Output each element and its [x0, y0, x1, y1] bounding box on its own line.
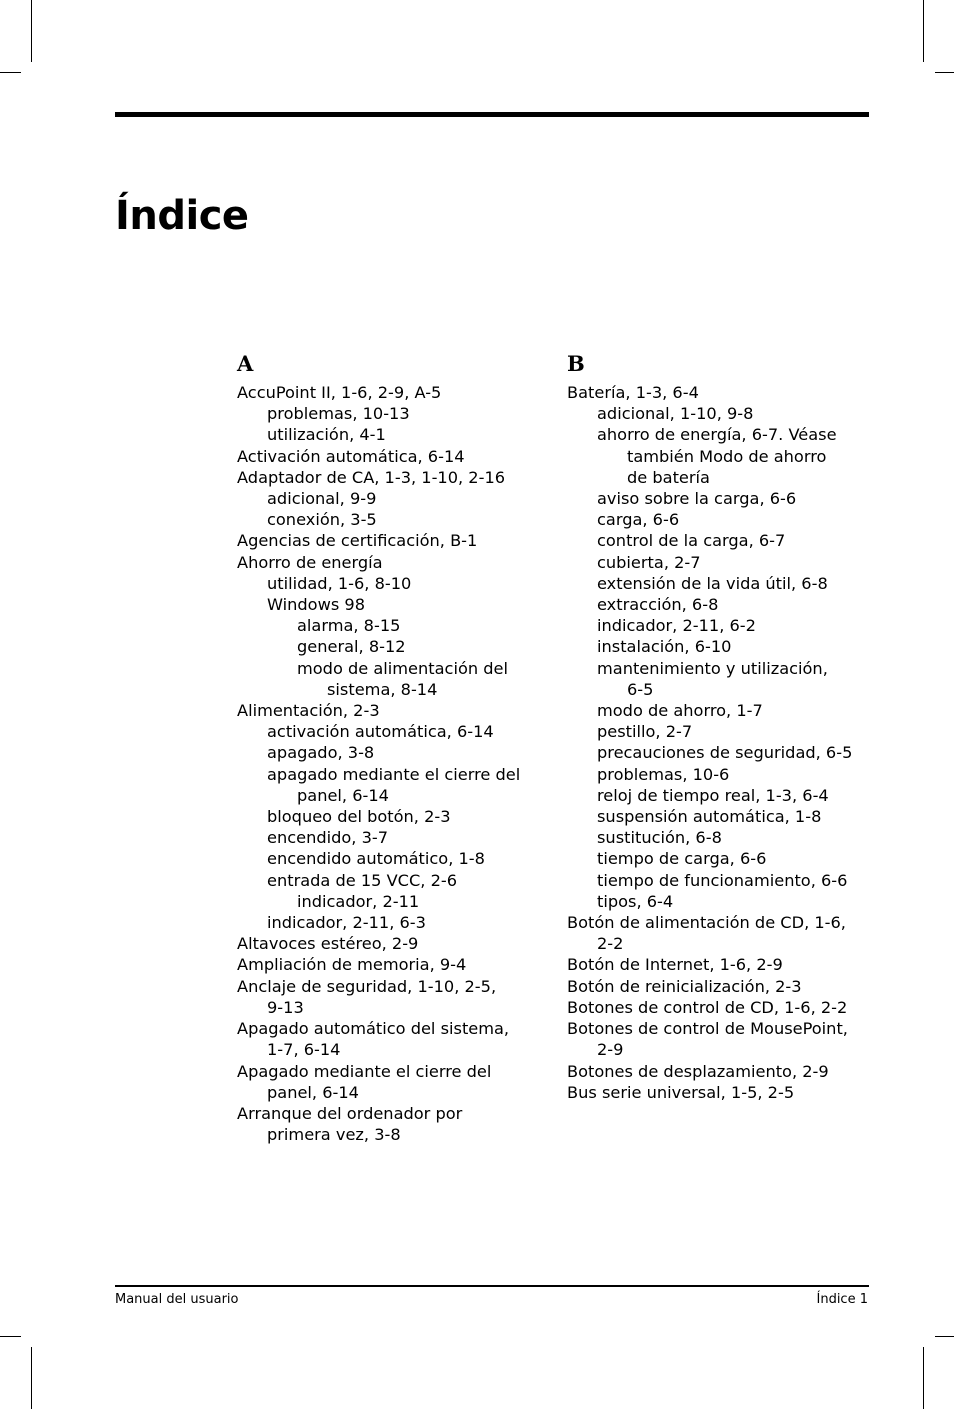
index-entry-line: 1-7, 6-14	[267, 1040, 341, 1060]
index-entry: tipos, 6-4	[597, 891, 674, 911]
crop-mark	[935, 72, 954, 73]
index-entry-line: Botones de control de MousePoint,	[567, 1019, 848, 1039]
index-entry	[237, 1103, 552, 1145]
index-entry	[237, 1018, 552, 1060]
index-entry: control de la carga, 6-7	[597, 531, 786, 551]
index-entry: reloj de tiempo real, 1-3, 6-4	[597, 785, 829, 805]
index-entry: sustitución, 6-8	[597, 828, 722, 848]
index-entry-line: 9-13	[267, 997, 304, 1017]
index-entry-line: primera vez, 3-8	[267, 1125, 401, 1145]
index-entry: alarma, 8-15	[297, 616, 401, 636]
index-entry-line: entrada de 15 VCC, 2-6	[267, 870, 458, 890]
index-entry: adicional, 1-10, 9-8	[597, 404, 754, 424]
index-column-b	[567, 348, 882, 1103]
index-entry-line: Arranque del ordenador por	[237, 1103, 463, 1123]
crop-mark	[0, 72, 21, 73]
index-entry: Windows 98	[267, 595, 366, 615]
index-entries	[237, 382, 552, 1145]
index-entry: activación automática, 6-14	[267, 722, 494, 742]
index-entry-line: apagado mediante el cierre del	[267, 764, 521, 784]
index-entry-line: Apagado automático del sistema,	[237, 1019, 510, 1039]
index-entry: Botón de Internet, 1-6, 2-9	[567, 955, 783, 975]
section-letter: A	[237, 351, 254, 376]
index-entry: suspensión automática, 1-8	[597, 807, 822, 827]
index-entry-line: panel, 6-14	[267, 1082, 359, 1102]
footer-rule	[115, 1285, 869, 1287]
index-entry	[567, 424, 882, 488]
index-entry: Batería, 1-3, 6-4	[567, 383, 699, 402]
index-entry-line: Botón de alimentación de CD, 1-6,	[567, 913, 846, 933]
index-entries	[567, 382, 882, 1103]
index-entry	[237, 1061, 552, 1103]
index-entry: Adaptador de CA, 1-3, 1-10, 2-16	[237, 467, 506, 487]
crop-mark	[923, 1347, 924, 1409]
index-entry: Botones de desplazamiento, 2-9	[567, 1061, 829, 1081]
index-entry	[237, 870, 552, 912]
index-entry: apagado, 3-8	[267, 743, 375, 763]
index-entry: adicional, 9-9	[267, 489, 377, 509]
index-entry: utilización, 4-1	[267, 425, 386, 445]
index-entry: carga, 6-6	[597, 510, 680, 530]
index-entry-line: también Modo de ahorro	[627, 446, 827, 466]
index-entry: extracción, 6-8	[597, 595, 719, 615]
index-entry: Ampliación de memoria, 9-4	[237, 955, 467, 975]
page-title: Índice	[115, 193, 249, 239]
index-entry-line: modo de alimentación del	[297, 658, 508, 678]
crop-mark	[31, 0, 32, 62]
index-entry-line: sistema, 8-14	[327, 679, 438, 699]
index-entry: precauciones de seguridad, 6-5	[597, 743, 853, 763]
index-entry: Botón de reinicialización, 2-3	[567, 976, 802, 996]
index-entry: extensión de la vida útil, 6-8	[597, 573, 828, 593]
index-entry	[567, 1018, 882, 1060]
header-rule	[115, 112, 869, 117]
index-entry	[567, 658, 882, 700]
index-entry: instalación, 6-10	[597, 637, 732, 657]
index-entry-line: Apagado mediante el cierre del	[237, 1061, 492, 1081]
index-entry-line: mantenimiento y utilización,	[597, 658, 828, 678]
index-entry: bloqueo del botón, 2-3	[267, 807, 451, 827]
index-entry: cubierta, 2-7	[597, 552, 701, 572]
index-entry-line: Anclaje de seguridad, 1-10, 2-5,	[237, 976, 497, 996]
index-entry	[237, 976, 552, 1018]
index-entry: Altavoces estéreo, 2-9	[237, 934, 419, 954]
index-entry: pestillo, 2-7	[597, 722, 693, 742]
index-entry: general, 8-12	[297, 637, 406, 657]
index-entry-line: 6-5	[627, 679, 654, 699]
index-entry: Alimentación, 2-3	[237, 701, 380, 721]
index-entry	[567, 912, 882, 954]
index-entry-line: 2-2	[597, 934, 624, 954]
index-entry: utilidad, 1-6, 8-10	[267, 573, 412, 593]
index-entry-line: ahorro de energía, 6-7. Véase	[597, 425, 837, 445]
index-entry: tiempo de funcionamiento, 6-6	[597, 870, 848, 890]
index-entry: tiempo de carga, 6-6	[597, 849, 767, 869]
index-entry: Activación automática, 6-14	[237, 446, 465, 466]
crop-mark	[935, 1336, 954, 1337]
crop-mark	[31, 1347, 32, 1409]
index-entry: modo de ahorro, 1-7	[597, 701, 763, 721]
crop-mark	[923, 0, 924, 62]
index-entry: AccuPoint II, 1-6, 2-9, A-5	[237, 383, 442, 402]
section-letter: B	[567, 351, 585, 376]
crop-mark	[0, 1336, 21, 1337]
index-entry: Bus serie universal, 1-5, 2-5	[567, 1082, 795, 1102]
index-entry-line: indicador, 2-11	[297, 891, 420, 911]
index-entry: encendido automático, 1-8	[267, 849, 485, 869]
index-entry	[237, 764, 552, 806]
index-entry: Ahorro de energía	[237, 552, 383, 572]
index-entry-line: panel, 6-14	[297, 785, 389, 805]
index-entry: indicador, 2-11, 6-2	[597, 616, 756, 636]
index-column-a	[237, 348, 552, 1145]
index-entry: encendido, 3-7	[267, 828, 389, 848]
index-entry: Botones de control de CD, 1-6, 2-2	[567, 997, 848, 1017]
index-entry: conexión, 3-5	[267, 510, 377, 530]
index-entry	[237, 658, 552, 700]
index-entry: Agencias de certificación, B-1	[237, 531, 478, 551]
footer-page-number: Índice 1	[816, 1292, 868, 1307]
index-entry: problemas, 10-6	[597, 764, 730, 784]
index-entry: indicador, 2-11, 6-3	[267, 913, 426, 933]
index-entry-line: de batería	[627, 467, 710, 487]
footer-manual-title: Manual del usuario	[115, 1292, 239, 1307]
index-entry: aviso sobre la carga, 6-6	[597, 489, 797, 509]
index-entry-line: 2-9	[597, 1040, 624, 1060]
index-entry: problemas, 10-13	[267, 404, 410, 424]
